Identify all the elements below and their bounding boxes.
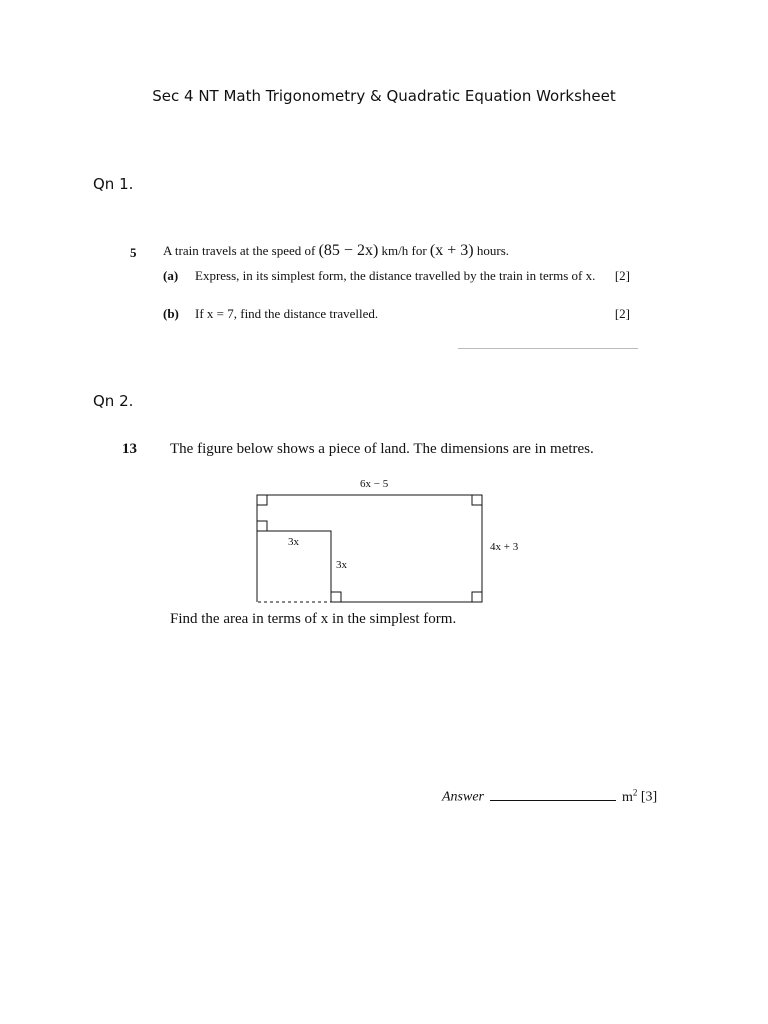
right-angle-marker	[472, 495, 482, 505]
qn1-part-a-label: (a)	[163, 268, 179, 283]
qn1-question-number: 5	[130, 245, 137, 260]
answer-blank	[490, 788, 616, 801]
right-angle-marker	[331, 592, 341, 602]
right-length-label: 4x + 3	[490, 541, 519, 553]
qn1-part-b-marks: [2]	[614, 306, 630, 321]
land-outline	[257, 495, 482, 602]
qn1-speed-expression: (85 − 2x)	[318, 242, 379, 259]
answer-units	[622, 787, 638, 805]
right-angle-marker	[257, 495, 267, 505]
qn2-heading: Qn 2.	[93, 392, 134, 410]
qn1-part-a-text: Express, in its simplest form, the distance travelled by the train in terms of x.	[195, 268, 596, 283]
answer-unit-power: 2	[632, 787, 638, 797]
answer-label: Answer	[442, 789, 484, 805]
qn1-heading: Qn 1.	[93, 175, 134, 193]
qn1-stem-suffix: hours.	[476, 243, 509, 258]
right-angle-marker	[257, 521, 267, 531]
qn2-question-stem: The figure below shows a piece of land. The dimensions are in metres.	[170, 441, 594, 457]
top-length-label: 6x − 5	[360, 478, 389, 490]
qn1-part-b-label: (b)	[163, 306, 179, 321]
qn2-instruction: Find the area in terms of x in the simplest form.	[170, 611, 457, 627]
cutout-height-label: 3x	[336, 559, 347, 571]
document-title: Sec 4 NT Math Trigonometry & Quadratic Equation Worksheet	[152, 87, 616, 105]
qn1-stem-middle: km/h for	[381, 243, 427, 258]
cutout-width-label: 3x	[288, 536, 299, 548]
qn2-question-number: 13	[122, 441, 137, 457]
qn1-part-b-text: If x = 7, find the distance travelled.	[195, 306, 379, 321]
answer-unit-base: m	[622, 789, 633, 805]
qn1-stem-prefix: A train travels at the speed of	[163, 243, 316, 258]
qn1-time-expression: (x + 3)	[429, 242, 474, 259]
land-figure	[250, 472, 540, 612]
qn1-part-a-marks: [2]	[614, 268, 630, 283]
qn1-question-scan	[128, 236, 642, 356]
qn2-answer-line	[442, 787, 657, 806]
answer-marks: [3]	[640, 789, 658, 805]
qn1-question-stem	[163, 242, 509, 260]
qn1-answer-rule	[458, 348, 638, 349]
right-angle-marker	[472, 592, 482, 602]
